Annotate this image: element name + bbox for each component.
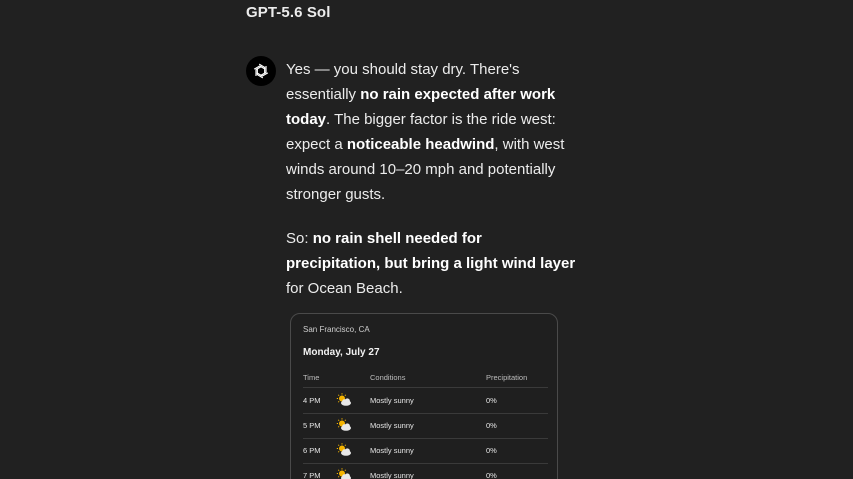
weather-row (303, 413, 548, 439)
column-header-conditions: Conditions (370, 373, 406, 382)
text-segment: Yes — you should stay dry. There's essentially (286, 61, 520, 103)
partly-sunny-icon (336, 393, 352, 407)
bold-text: noticeable headwind (346, 136, 495, 153)
bold-text: no rain shell needed for precipitation, but bring a light wind layer (286, 230, 576, 272)
column-header-precipitation: Precipitation (486, 373, 528, 382)
weather-row (303, 438, 548, 464)
row-precipitation: 0% (486, 446, 497, 455)
row-conditions: Mostly sunny (370, 421, 414, 430)
row-conditions: Mostly sunny (370, 446, 414, 455)
assistant-avatar (246, 56, 276, 86)
message-paragraph (286, 226, 576, 301)
weather-location: San Francisco, CA (303, 325, 370, 334)
text-segment: So: (286, 230, 313, 247)
row-precipitation: 0% (486, 471, 497, 479)
bold-text: no rain expected after work today (286, 86, 556, 128)
partly-sunny-icon (336, 418, 352, 432)
row-time: 6 PM (303, 446, 321, 455)
row-time: 5 PM (303, 421, 321, 430)
column-header-time: Time (303, 373, 320, 382)
text-segment: , with west winds around 10–20 mph and potentially stronger gusts. (286, 136, 565, 203)
text-segment: . The bigger factor is the ride west: expect a (286, 111, 556, 153)
openai-logo-icon (251, 61, 271, 81)
weather-row (303, 463, 548, 479)
message-paragraph (286, 57, 576, 207)
weather-date: Monday, July 27 (303, 347, 380, 358)
model-title[interactable]: GPT-5.6 Sol (246, 4, 331, 21)
row-conditions: Mostly sunny (370, 471, 414, 479)
partly-sunny-icon (336, 443, 352, 457)
row-precipitation: 0% (486, 421, 497, 430)
weather-card[interactable] (290, 313, 558, 479)
partly-sunny-icon (336, 468, 352, 479)
row-time: 4 PM (303, 396, 321, 405)
row-time: 7 PM (303, 471, 321, 479)
text-segment: for Ocean Beach. (286, 280, 403, 297)
assistant-message (286, 57, 576, 320)
row-precipitation: 0% (486, 396, 497, 405)
weather-row (303, 388, 548, 414)
row-conditions: Mostly sunny (370, 396, 414, 405)
weather-table-header (303, 373, 548, 388)
